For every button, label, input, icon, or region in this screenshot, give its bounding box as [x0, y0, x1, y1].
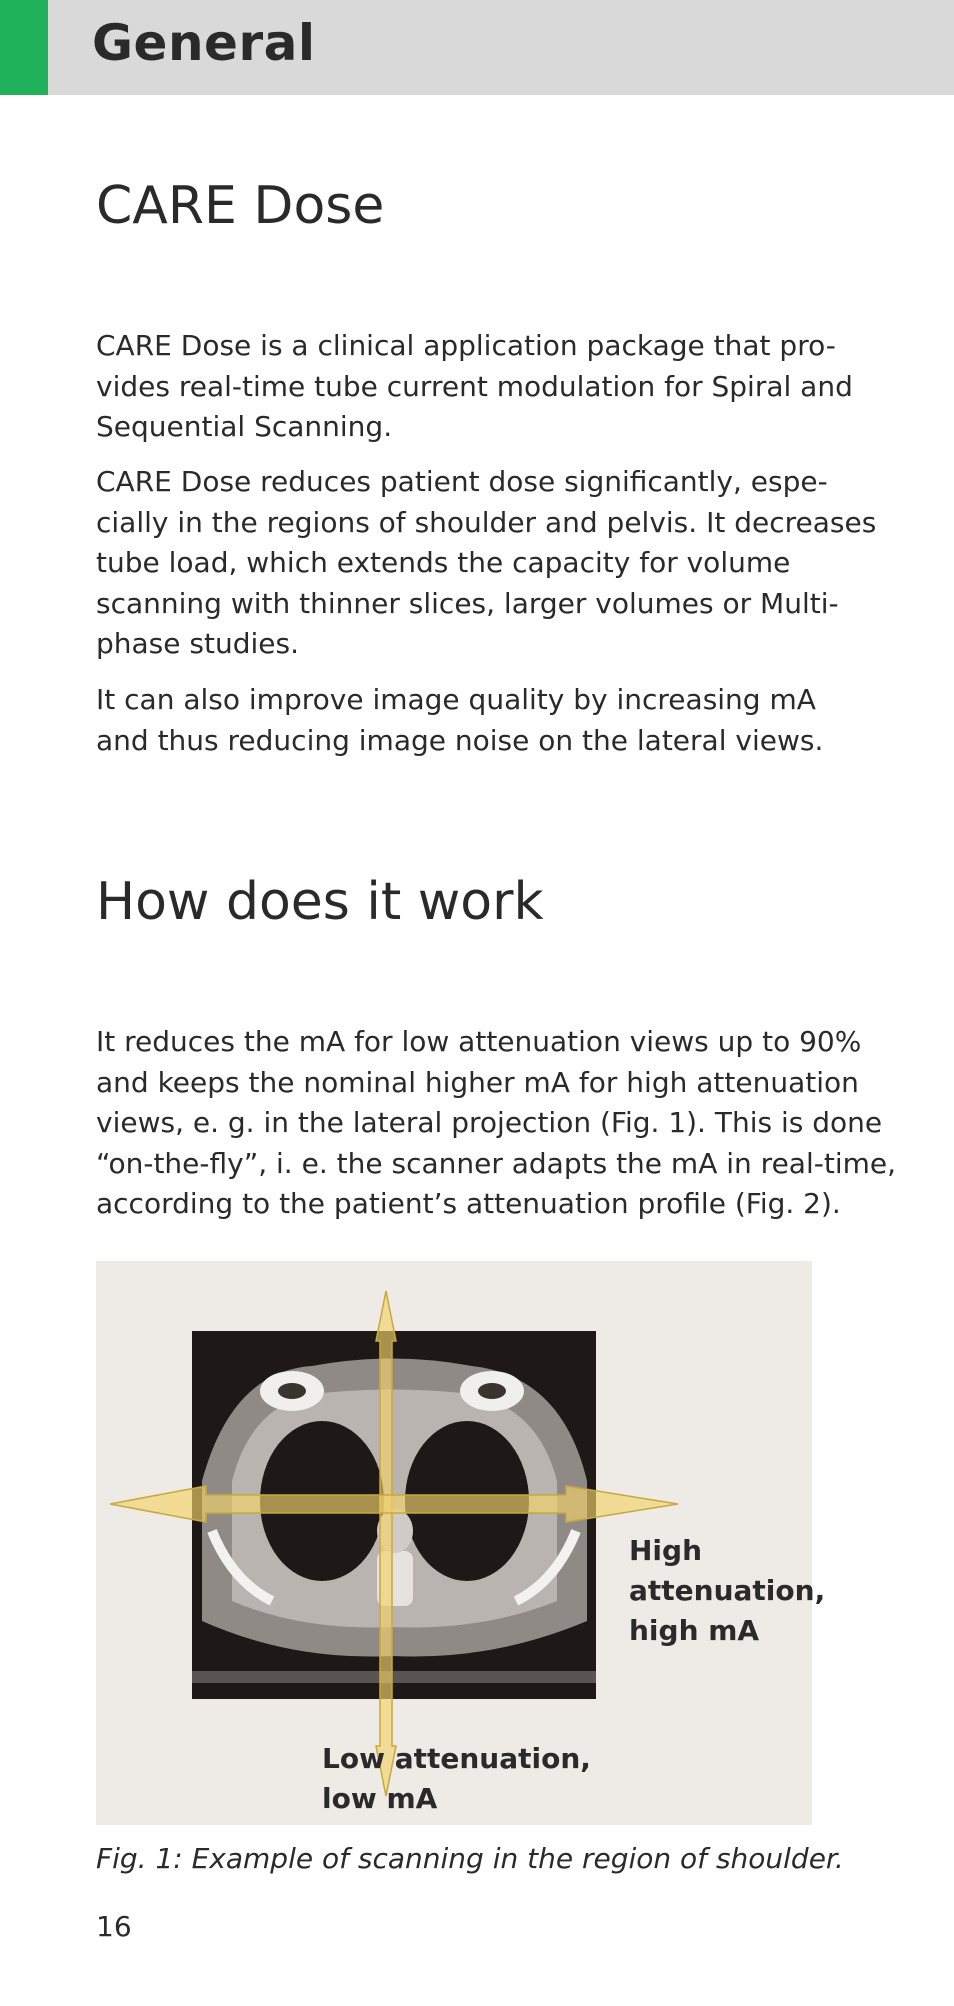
care-dose-heading: CARE Dose [96, 176, 385, 236]
label-high-attenuation: High attenuation, high mA [629, 1534, 826, 1647]
intro-paragraph: CARE Dose is a clinical application package that pro- vides real-time tube current modulation for Spiral and Sequential Scanning. [96, 329, 853, 443]
image-quality-paragraph: It can also improve image quality by increasing mA and thus reducing image noise on the lateral views. [96, 683, 824, 757]
figure-caption: Fig. 1: Example of scanning in the region of shoulder. [96, 1842, 844, 1875]
horizontal-arrow-high-attenuation [110, 1486, 678, 1522]
vertical-arrow-low-attenuation [376, 1291, 396, 1796]
header-accent-tab [0, 0, 48, 95]
dose-reduction-paragraph: CARE Dose reduces patient dose significantly, espe- cially in the regions of shoulder and pelvis. It decreases tube load, which extends the capacity for volume scanning with thinner slices, larger volumes or Multi- phase studies. [96, 465, 877, 660]
page-number: 16 [96, 1910, 132, 1943]
how-does-it-work-heading: How does it work [96, 872, 544, 932]
label-low-attenuation: Low attenuation, low mA [322, 1742, 591, 1815]
how-it-works-paragraph: It reduces the mA for low attenuation views up to 90% and keeps the nominal higher mA for high attenuation views, e. g. in the lateral projection (Fig. 1). This is done “on-the-fly”, i. e. the scanner adapts the mA in real-time, according to the patient’s attenuation profile (Fig. 2). [96, 1025, 897, 1220]
section-title: General [92, 14, 316, 72]
figure-1 [96, 1261, 826, 1825]
